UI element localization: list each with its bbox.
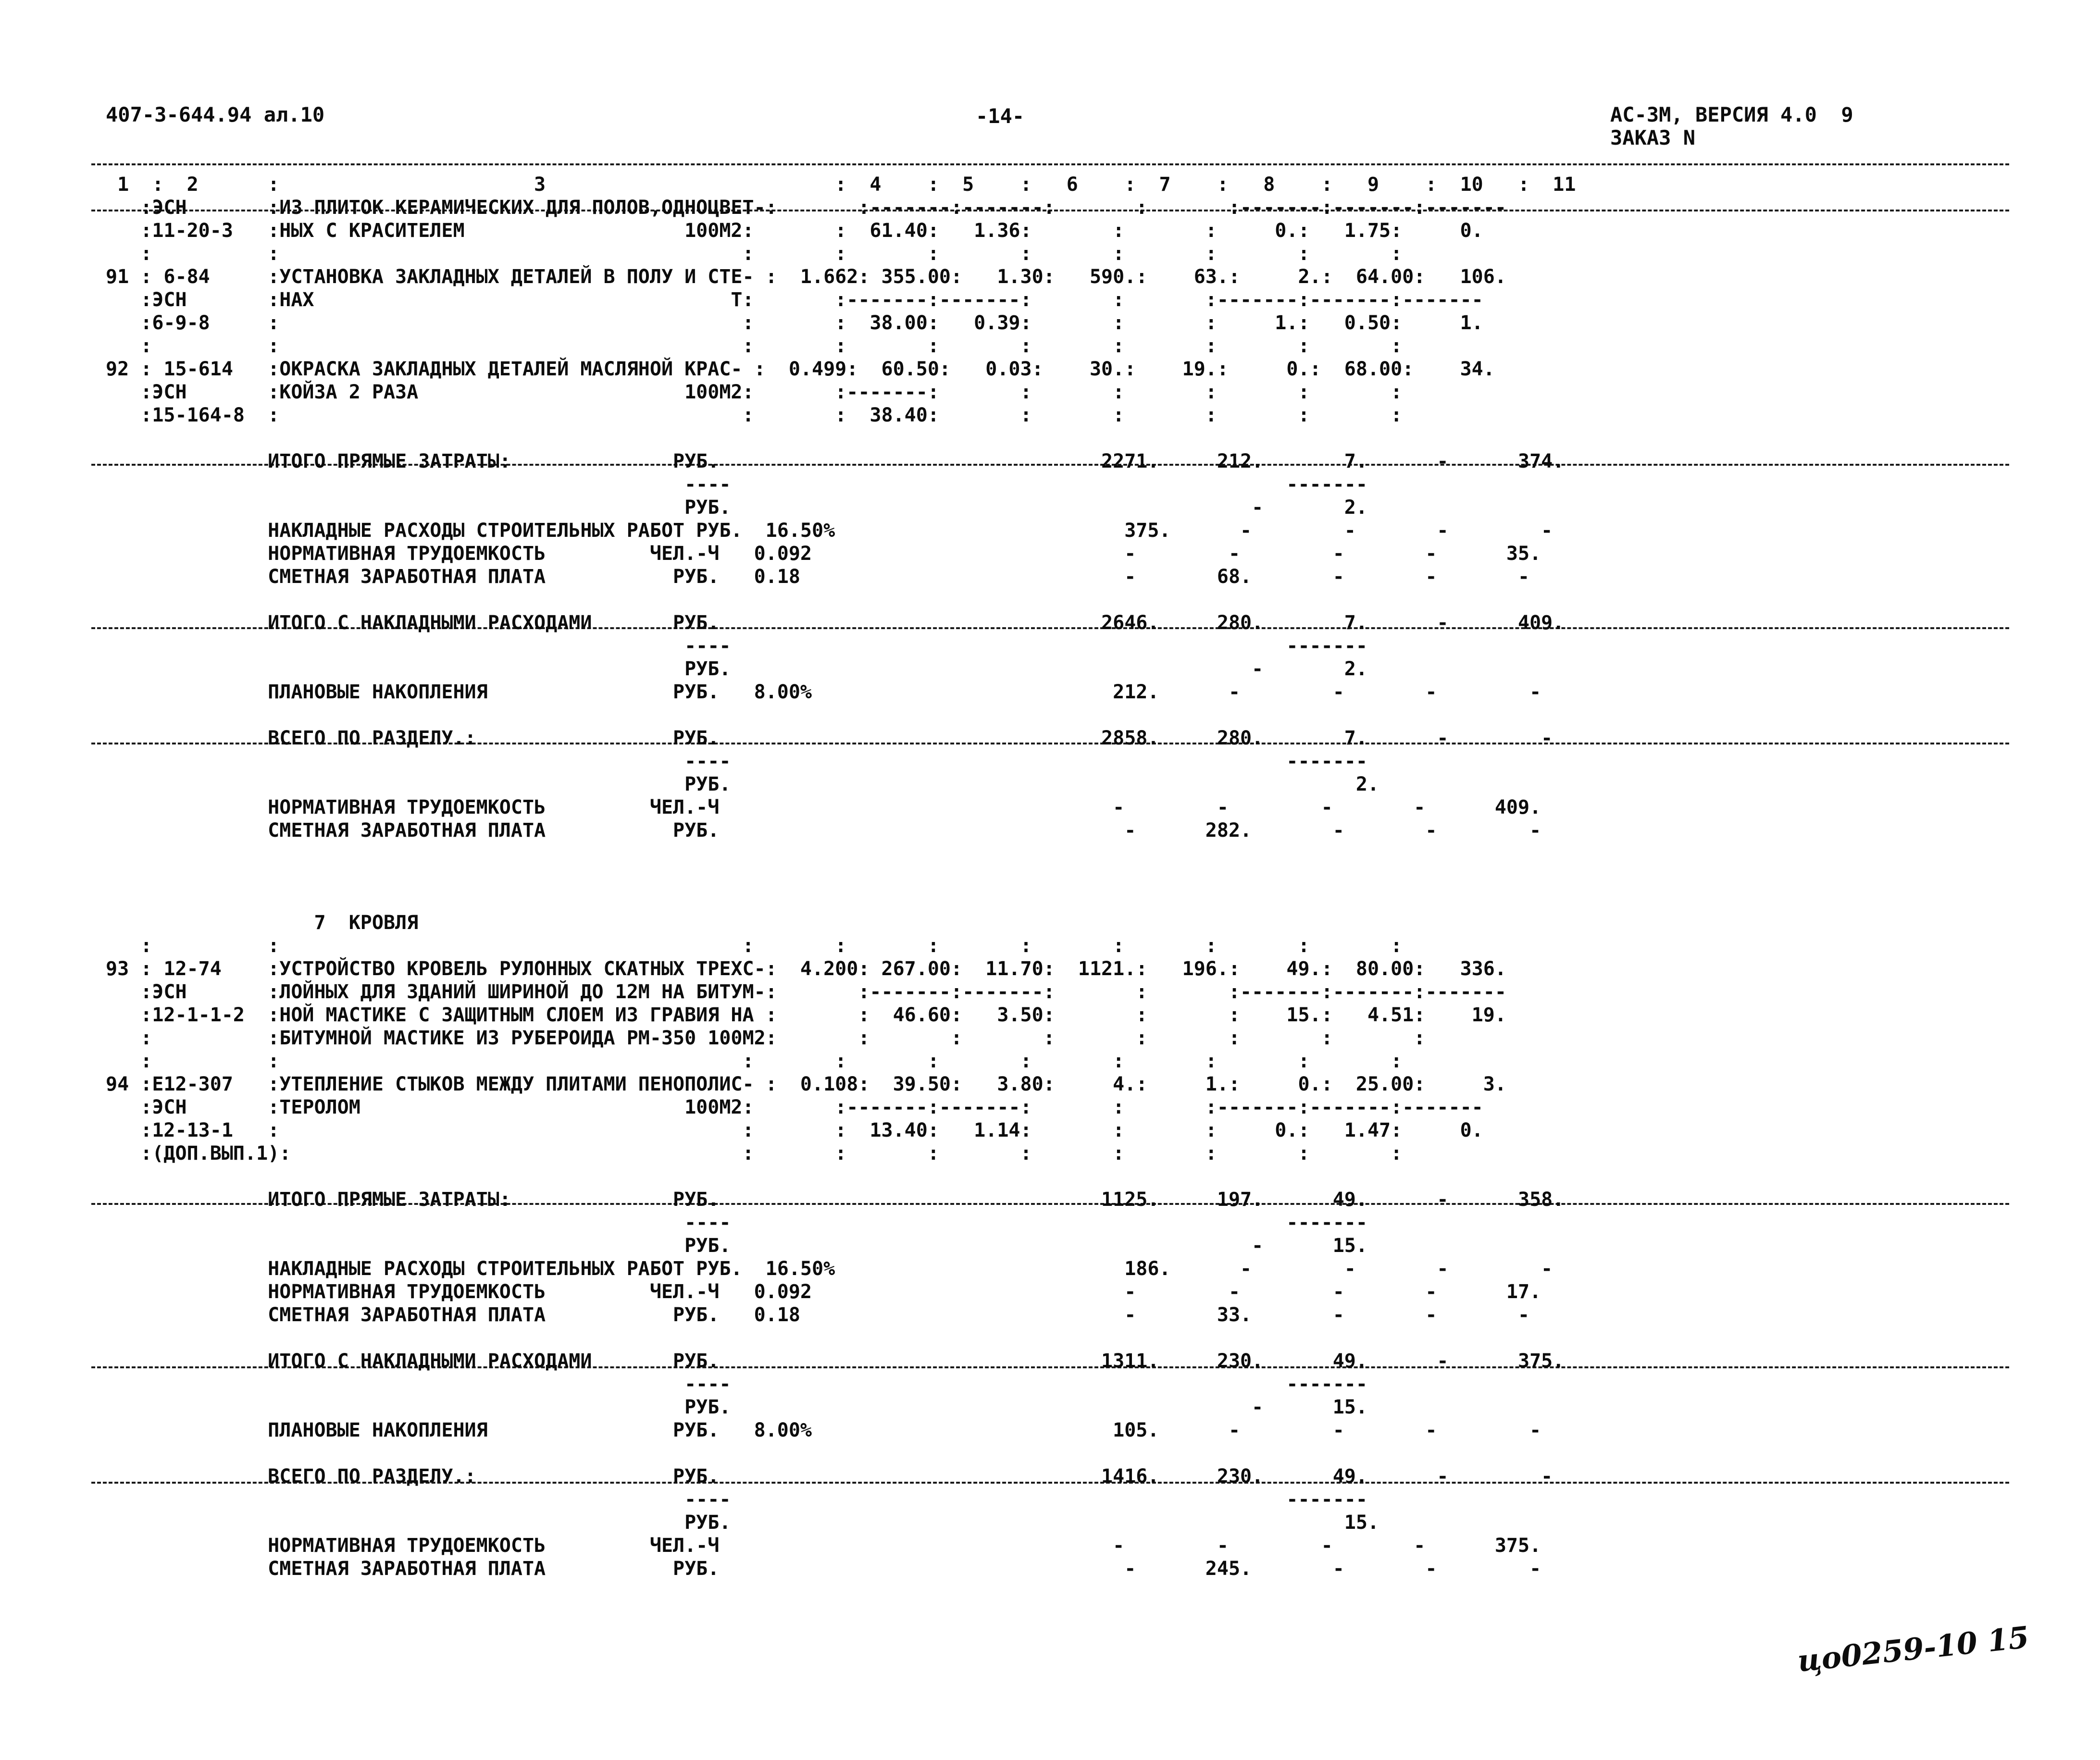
handwritten-signature: цо0259-10 15 [1796,1619,2031,1679]
table-row: ---- ------- [106,1373,1367,1395]
table-row: :15-164-8 : : : 38.40: : : : : : [106,404,1403,426]
table-header-row: 1 : 2 : 3 : 4 : 5 : 6 : 7 : 8 : 9 : 10 : 11 [106,174,1576,196]
table-row: РУБ. - 15. [106,1235,1367,1257]
table-row: :12-1-1-2 :НОЙ МАСТИКЕ С ЗАЩИТНЫМ СЛОЕМ ИЗ ГРАВИЯ НА : : 46.60: 3.50: : : 15.: 4.51: 19. [106,1004,1506,1026]
table-row [106,588,2100,611]
table-row: ---- ------- [106,1212,1367,1234]
table-row: 92 : 15-614 :ОКРАСКА ЗАКЛАДНЫХ ДЕТАЛЕЙ МАСЛЯНОЙ КРАС- : 0.499: 60.50: 0.03: 30.: 19.: 0.: 68.00: 34. [106,358,1495,380]
table-row: ИТОГО ПРЯМЫЕ ЗАТРАТЫ: РУБ. 1125. 197. 49. - 358. [106,1189,1565,1211]
table-row: РУБ. 2. [106,773,1379,795]
table-row: 91 : 6-84 :УСТАНОВКА ЗАКЛАДНЫХ ДЕТАЛЕЙ В ПОЛУ И СТЕ- : 1.662: 355.00: 1.30: 590.: 63.: 2.: 64.00: 106. [106,266,1506,288]
table-row: СМЕТНАЯ ЗАРАБОТНАЯ ПЛАТА РУБ. - 282. - - - [106,819,1541,842]
table-row [106,888,2100,911]
table-row: ИТОГО С НАКЛАДНЫМИ РАСХОДАМИ РУБ. 2646. 280. 7. - 409. [106,612,1565,634]
table-row: 7 КРОВЛЯ [106,912,419,934]
table-row: ВСЕГО ПО РАЗДЕЛУ.: РУБ. 2858. 280. 7. - - [106,727,1553,749]
table-row: СМЕТНАЯ ЗАРАБОТНАЯ ПЛАТА РУБ. 0.18 - 68. - - - [106,566,1530,588]
table-row: :ЭСН :КОЙЗА 2 РАЗА 100М2: :-------: : : : : : [106,381,1403,403]
table-row [106,1442,2100,1465]
table-row: :ЭСН :ТЕРОЛОМ 100М2: :-------:-------: : :-------:-------:------- [106,1096,1483,1118]
table-row: ---- ------- [106,635,1367,657]
table-row: ---- ------- [106,473,1367,496]
table-row: ---- ------- [106,1488,1367,1511]
table-row: ИТОГО ПРЯМЫЕ ЗАТРАТЫ: РУБ. 2271. 212. 7. - 374. [106,450,1565,472]
table-row: РУБ. - 2. [106,496,1367,519]
table-row: РУБ. - 2. [106,658,1367,680]
table-row: 94 :Е12-307 :УТЕПЛЕНИЕ СТЫКОВ МЕЖДУ ПЛИТАМИ ПЕНОПОЛИС- : 0.108: 39.50: 3.80: 4.: 1.: 0.: 25.00: 3. [106,1073,1506,1095]
table-row [106,865,2100,888]
table-row: СМЕТНАЯ ЗАРАБОТНАЯ ПЛАТА РУБ. 0.18 - 33. - - - [106,1304,1530,1326]
table-row: :11-20-3 :НЫХ С КРАСИТЕЛЕМ 100М2: : 61.40: 1.36: : : 0.: 1.75: 0. [106,220,1483,242]
table-row: РУБ. - 15. [106,1396,1367,1418]
table-row: РУБ. 15. [106,1512,1379,1534]
table-row: ПЛАНОВЫЕ НАКОПЛЕНИЯ РУБ. 8.00% 105. - - - - [106,1419,1541,1441]
table-row: : : : : : : : : : : [106,1050,1403,1072]
table-row: СМЕТНАЯ ЗАРАБОТНАЯ ПЛАТА РУБ. - 245. - - - [106,1558,1541,1580]
table-row: 93 : 12-74 :УСТРОЙСТВО КРОВЕЛЬ РУЛОННЫХ СКАТНЫХ ТРЕХС-: 4.200: 267.00: 11.70: 1121.: 196.: 49.: 80.00: 336. [106,958,1506,980]
table-row [106,1326,2100,1350]
table-row: НОРМАТИВНАЯ ТРУДОЕМКОСТЬ ЧЕЛ.-Ч - - - - 409. [106,796,1541,818]
table-row: ---- ------- [106,750,1367,772]
table-row: ПЛАНОВЫЕ НАКОПЛЕНИЯ РУБ. 8.00% 212. - - - - [106,681,1541,703]
table-row: НАКЛАДНЫЕ РАСХОДЫ СТРОИТЕЛЬНЫХ РАБОТ РУБ. 16.50% 186. - - - - [106,1258,1553,1280]
doc-code: 407-3-644.94 ал.10 [106,103,325,126]
table-row: :ЭСН :ИЗ ПЛИТОК КЕРАМИЧЕСКИХ ДЛЯ ПОЛОВ,ОДНОЦВЕТ-: :-------:-------: : :-------:-------:------- [106,197,1506,219]
table-row: : : : : : : : : : : [106,243,1403,265]
table-row: : : : : : : : : : : [106,335,1403,357]
separator-line [91,163,2009,165]
table-row [106,842,2100,865]
table-row: НОРМАТИВНАЯ ТРУДОЕМКОСТЬ ЧЕЛ.-Ч 0.092 - - - - 35. [106,543,1541,565]
table-row [106,704,2100,727]
table-row: ВСЕГО ПО РАЗДЕЛУ.: РУБ. 1416. 230. 49. - - [106,1465,1553,1487]
table-row: НОРМАТИВНАЯ ТРУДОЕМКОСТЬ ЧЕЛ.-Ч 0.092 - - - - 17. [106,1281,1541,1303]
table-row: :ЭСН :НАХ Т: :-------:-------: : :-------:-------:------- [106,289,1483,311]
table-row: :ЭСН :ЛОЙНЫХ ДЛЯ ЗДАНИЙ ШИРИНОЙ ДО 12М НА БИТУМ-: :-------:-------: : :-------:-------:------- [106,981,1506,1003]
page-number: -14- [976,104,1025,128]
table-row: НОРМАТИВНАЯ ТРУДОЕМКОСТЬ ЧЕЛ.-Ч - - - - 375. [106,1535,1541,1557]
table-row: :6-9-8 : : : 38.00: 0.39: : : 1.: 0.50: 1. [106,312,1483,334]
table-row: : :БИТУМНОЙ МАСТИКЕ ИЗ РУБЕРОИДА РМ-350 100М2: : : : : : : : [106,1027,1426,1049]
table-row [106,427,2100,450]
table-row: НАКЛАДНЫЕ РАСХОДЫ СТРОИТЕЛЬНЫХ РАБОТ РУБ. 16.50% 375. - - - - [106,520,1553,542]
table-row: :(ДОП.ВЫП.1): : : : : : : : : [106,1142,1403,1165]
table-row [106,1165,2100,1188]
table-row: : : : : : : : : : : [106,935,1403,957]
table-row: :12-13-1 : : : 13.40: 1.14: : : 0.: 1.47: 0. [106,1119,1483,1141]
order-number: ЗАКАЗ N [1610,126,1696,149]
table-row: ИТОГО С НАКЛАДНЫМИ РАСХОДАМИ РУБ. 1311. 230. 49. - 375. [106,1350,1565,1372]
program-version: АС-3М, ВЕРСИЯ 4.0 9 [1610,103,1853,126]
